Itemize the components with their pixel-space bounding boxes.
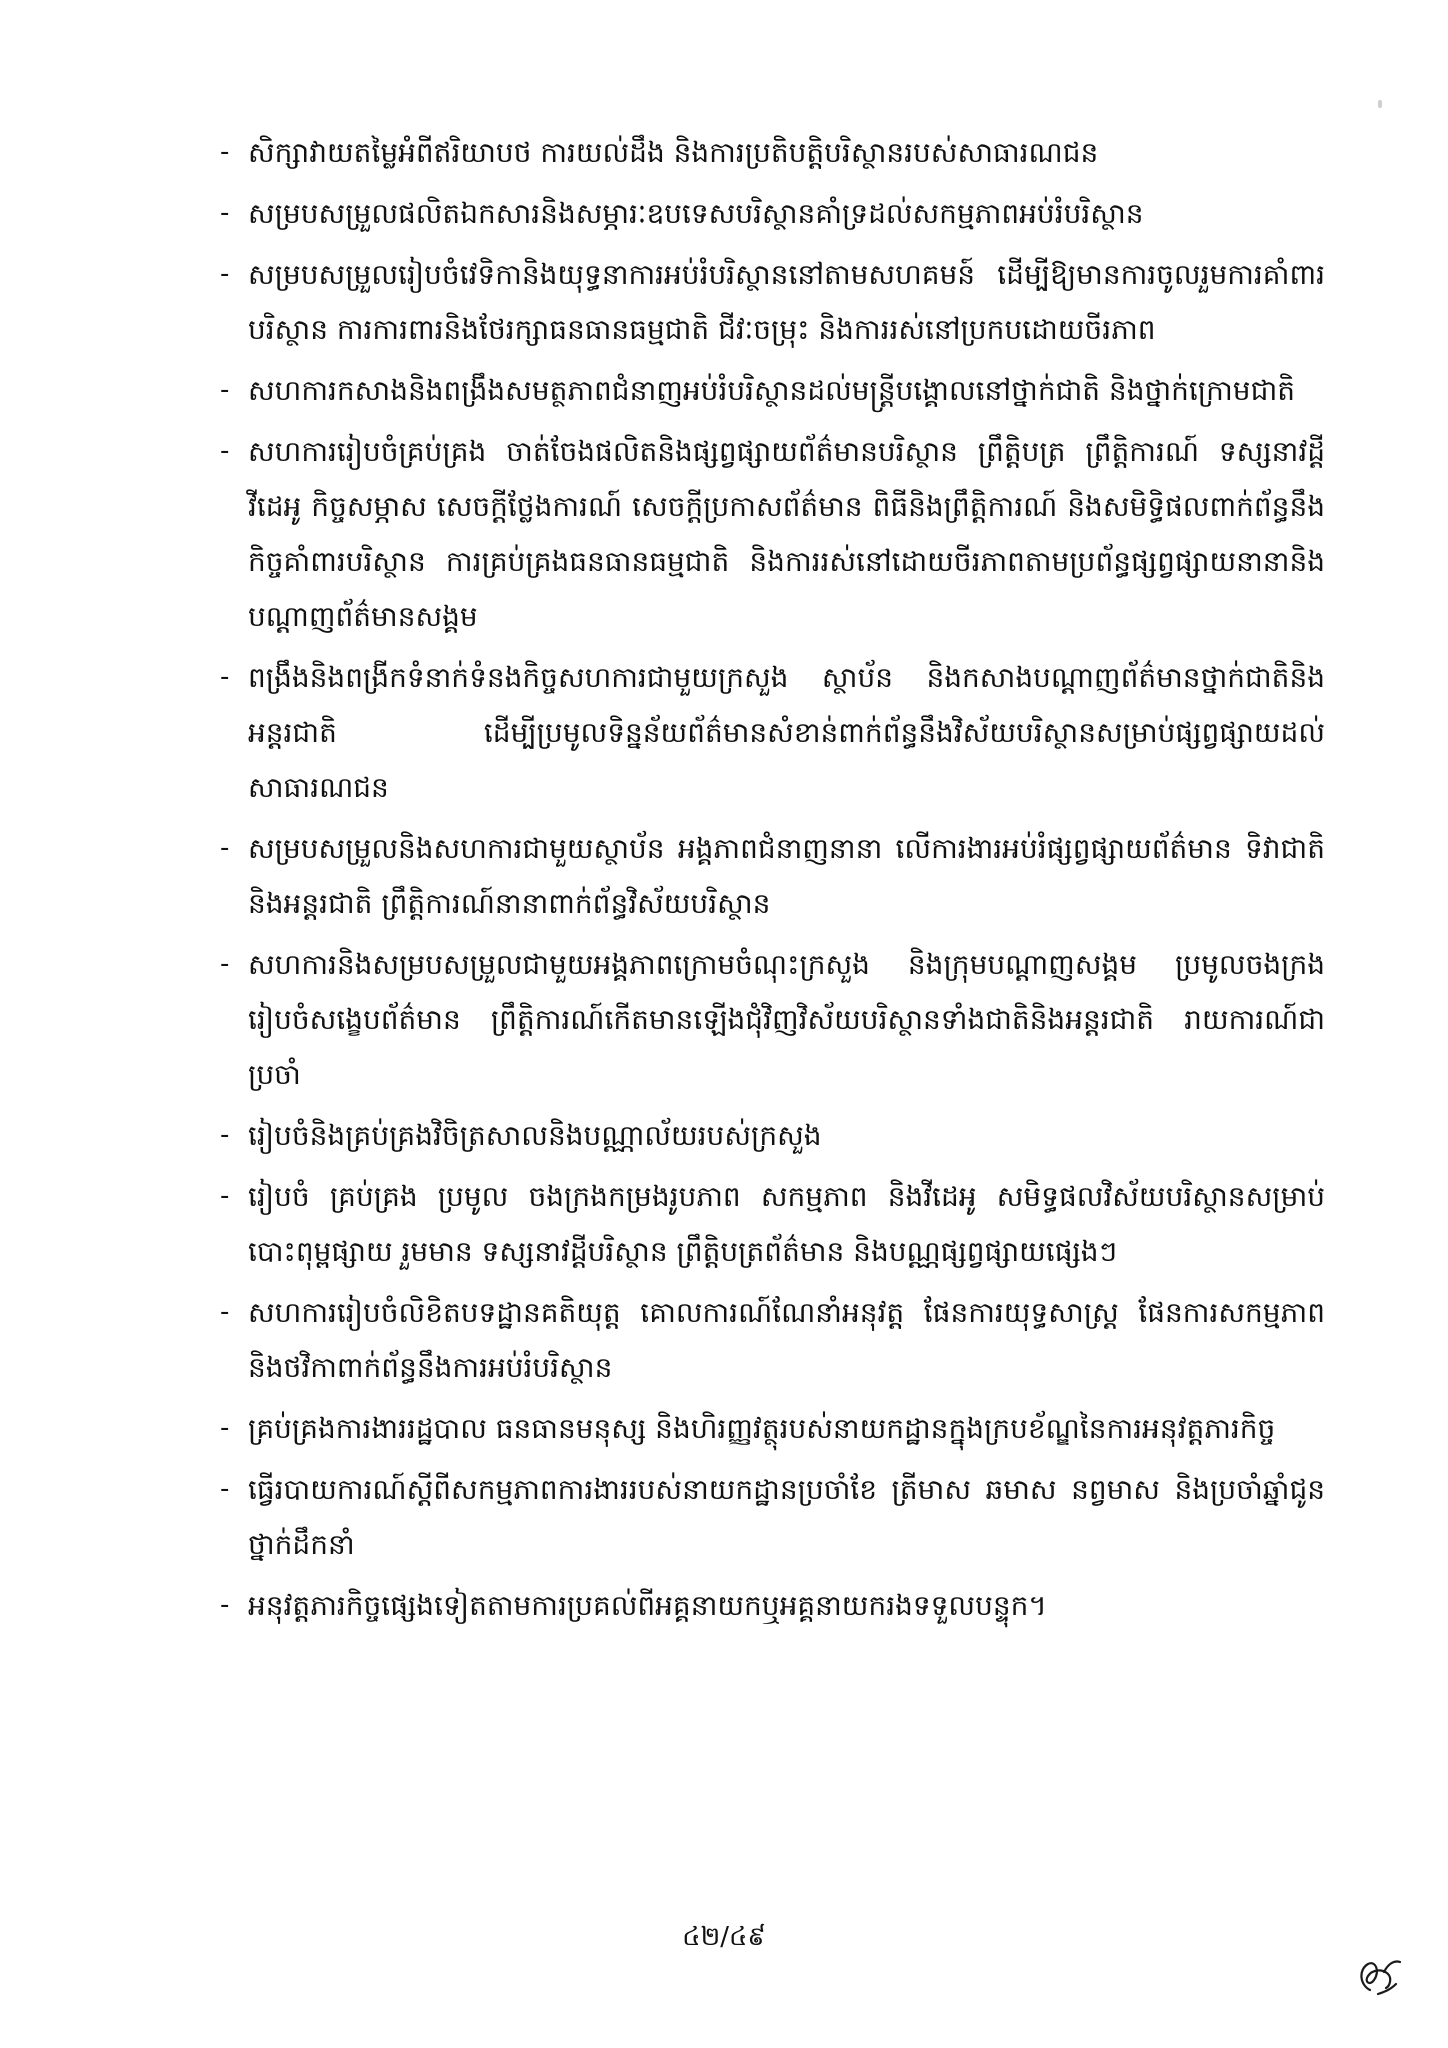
- signature-icon: [1350, 1950, 1410, 2000]
- bullet-dash: -: [220, 137, 230, 167]
- item-text: សហការរៀបចំលិខិតបទដ្ឋានគតិយុត្ត គោលការណ៍ណែនាំអនុវត្ត ផែនការយុទ្ធសាស្ត្រ ផែនការសកម្មភាពនិងថវិកាពាក់ព័ន្ធនឹងការអប់រំបរិស្ថាន: [248, 1296, 1325, 1384]
- item-text: សម្របសម្រួលផលិតឯកសារនិងសម្ភារៈឧបទេសបរិស្ថានគាំទ្រដល់សកម្មភាពអប់រំបរិស្ថាន: [248, 197, 1144, 230]
- bullet-dash: -: [220, 833, 230, 863]
- bullet-dash: -: [220, 1120, 230, 1150]
- item-text: គ្រប់គ្រងការងាររដ្ឋបាល ធនធានមនុស្ស និងហិរញ្ញវត្ថុរបស់នាយកដ្ឋានក្នុងក្របខ័ណ្ឌនៃការអនុវត្តភារកិច្ច: [248, 1412, 1276, 1445]
- list-item: [220, 186, 1325, 241]
- bullet-dash: -: [220, 1181, 230, 1211]
- item-text: រៀបចំ គ្រប់គ្រង ប្រមូល ចងក្រងកម្រងរូបភាព សកម្មភាព និងវីដេអូ សមិទ្ធផលវិស័យបរិស្ថានសម្រាប់បោះពុម្ពផ្សាយ រួមមាន ទស្សនាវដ្ដីបរិស្ថាន ព្រឹត្តិបត្រព័ត៌មាន និងបណ្ណផ្សព្វផ្សាយផ្សេងៗ: [248, 1180, 1325, 1268]
- list-item: [220, 1401, 1325, 1456]
- scan-mark: [1378, 100, 1382, 108]
- item-text: សិក្សាវាយតម្លៃអំពីឥរិយាបថ ការយល់ដឹង និងការប្រតិបត្តិបរិស្ថានរបស់សាធារណជន: [248, 136, 1099, 169]
- document-body: [220, 125, 1325, 1639]
- list-item: [220, 424, 1325, 644]
- list-item: [220, 937, 1325, 1102]
- bullet-dash: -: [220, 662, 230, 692]
- item-text: សហការរៀបចំគ្រប់គ្រង ចាត់ចែងផលិតនិងផ្សព្វផ្សាយព័ត៌មានបរិស្ថាន ព្រឹត្តិបត្រ ព្រឹត្តិការណ៍ ទស្សនាវដ្ដី វីដេអូ កិច្ចសម្ភាស សេចក្ដីថ្លែងការណ៍ សេចក្ដីប្រកាសព័ត៌មាន ពិធីនិងព្រឹត្តិការណ៍ និងសមិទ្ធិផលពាក់ព័ន្ធនឹងកិច្ចគាំពារបរិស្ថាន ការគ្រប់គ្រងធនធានធម្មជាតិ និងការរស់នៅដោយចីរភាពតាមប្រព័ន្ធផ្សព្វផ្សាយនានានិងបណ្ដាញព័ត៌មានសង្គម: [248, 435, 1325, 633]
- item-text: សម្របសម្រួលរៀបចំវេទិកានិងយុទ្ធនាការអប់រំបរិស្ថាននៅតាមសហគមន៍ ដើម្បីឱ្យមានការចូលរួមការគាំពារបរិស្ថាន ការការពារនិងថែរក្សាធនធានធម្មជាតិ ជីវៈចម្រុះ និងការរស់នៅប្រកបដោយចីរភាព: [248, 258, 1325, 346]
- page-number: ៤២/៤៩: [682, 1922, 766, 1952]
- bullet-dash: -: [220, 436, 230, 466]
- list-item: [220, 650, 1325, 815]
- item-text: សហការកសាងនិងពង្រឹងសមត្ថភាពជំនាញអប់រំបរិស្ថានដល់មន្ត្រីបង្គោលនៅថ្នាក់ជាតិ និងថ្នាក់ក្រោមជាតិ: [248, 374, 1296, 407]
- duties-list: [220, 125, 1325, 1633]
- item-text: រៀបចំនិងគ្រប់គ្រងវិចិត្រសាលនិងបណ្ណាល័យរបស់ក្រសួង: [248, 1119, 822, 1152]
- item-text: ធ្វើរបាយការណ៍ស្ដីពីសកម្មភាពការងាររបស់នាយកដ្ឋានប្រចាំខែ ត្រីមាស ឆមាស នព្វមាស និងប្រចាំឆ្នាំជូនថ្នាក់ដឹកនាំ: [248, 1473, 1325, 1561]
- list-item: [220, 247, 1325, 357]
- list-item: [220, 1285, 1325, 1395]
- bullet-dash: -: [220, 1474, 230, 1504]
- list-item: [220, 821, 1325, 931]
- list-item: [220, 1108, 1325, 1163]
- bullet-dash: -: [220, 1590, 230, 1620]
- item-text: ពង្រឹងនិងពង្រីកទំនាក់ទំនងកិច្ចសហការជាមួយក្រសួង ស្ថាប័ន និងកសាងបណ្ដាញព័ត៌មានថ្នាក់ជាតិនិងអន្តរជាតិ ដើម្បីប្រមូលទិន្នន័យព័ត៌មានសំខាន់ពាក់ព័ន្ធនឹងវិស័យបរិស្ថានសម្រាប់ផ្សព្វផ្សាយដល់សាធារណជន: [248, 661, 1325, 804]
- bullet-dash: -: [220, 375, 230, 405]
- bullet-dash: -: [220, 259, 230, 289]
- list-item: [220, 125, 1325, 180]
- list-item: [220, 1462, 1325, 1572]
- list-item: [220, 1169, 1325, 1279]
- list-item: [220, 1578, 1325, 1633]
- item-text: សហការនិងសម្របសម្រួលជាមួយអង្គភាពក្រោមចំណុះក្រសួង និងក្រុមបណ្ដាញសង្គម ប្រមូលចងក្រង រៀបចំសង្ខេបព័ត៌មាន ព្រឹត្តិការណ៍កើតមានឡើងជុំវិញវិស័យបរិស្ថានទាំងជាតិនិងអន្តរជាតិ រាយការណ៍ជាប្រចាំ: [248, 948, 1325, 1091]
- bullet-dash: -: [220, 198, 230, 228]
- list-item: [220, 363, 1325, 418]
- bullet-dash: -: [220, 949, 230, 979]
- item-text: អនុវត្តភារកិច្ចផ្សេងទៀតតាមការប្រគល់ពីអគ្គនាយកឬអគ្គនាយករងទទួលបន្ទុក។: [248, 1589, 1047, 1622]
- item-text: សម្របសម្រួលនិងសហការជាមួយស្ថាប័ន អង្គភាពជំនាញនានា លើការងារអប់រំផ្សព្វផ្សាយព័ត៌មាន ទិវាជាតិនិងអន្តរជាតិ ព្រឹត្តិការណ៍នានាពាក់ព័ន្ធវិស័យបរិស្ថាន: [248, 832, 1325, 920]
- bullet-dash: -: [220, 1413, 230, 1443]
- bullet-dash: -: [220, 1297, 230, 1327]
